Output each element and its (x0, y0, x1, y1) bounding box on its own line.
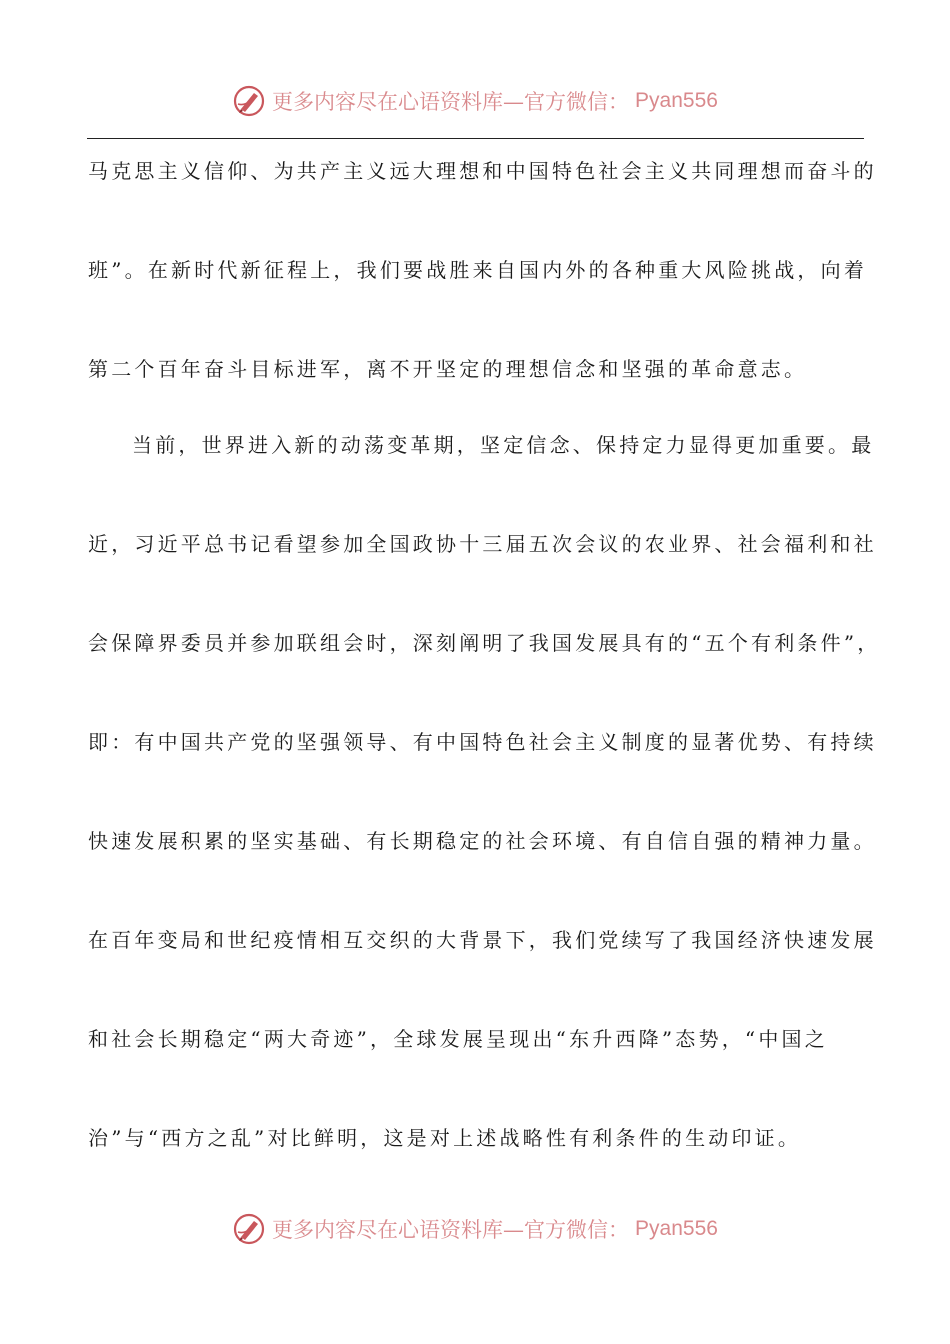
text-line: 治”与“西方之乱”对比鲜明，这是对上述战略性有利条件的生动印证。 (88, 1126, 802, 1150)
text-line: 会保障界委员并参加联组会时，深刻阐明了我国发展具有的“五个有利条件”， (88, 631, 881, 655)
banner-label: 更多内容尽在心语资料库—官方微信： (272, 1218, 630, 1242)
text-line: 即：有中国共产党的坚强领导、有中国特色社会主义制度的显著优势、有持续 (88, 730, 877, 754)
text-line: 第二个百年奋斗目标进军，离不开坚定的理想信念和坚强的革命意志。 (88, 357, 808, 381)
text-line: 在百年变局和世纪疫情相互交织的大背景下，我们党续写了我国经济快速发展 (88, 928, 877, 952)
footer-banner (0, 1212, 950, 1246)
banner-label: 更多内容尽在心语资料库—官方微信： (272, 90, 630, 114)
header-rule (87, 138, 864, 139)
pen-logo-icon (232, 84, 266, 118)
header-banner (0, 84, 950, 118)
text-line: 快速发展积累的坚实基础、有长期稳定的社会环境、有自信自强的精神力量。 (88, 829, 877, 853)
text-line: 班”。在新时代新征程上，我们要战胜来自国内外的各种重大风险挑战，向着 (88, 258, 868, 282)
body-text (88, 148, 881, 1214)
wechat-id: Pyan556 (635, 1217, 718, 1240)
text-line: 近，习近平总书记看望参加全国政协十三届五次会议的农业界、社会福利和社 (88, 532, 877, 556)
wechat-id: Pyan556 (635, 89, 718, 112)
text-line: 和社会长期稳定“两大奇迹”，全球发展呈现出“东升西降”态势，“中国之 (88, 1027, 828, 1051)
paragraph-start-line: 当前，世界进入新的动荡变革期，坚定信念、保持定力显得更加重要。最 (132, 433, 875, 457)
text-line: 马克思主义信仰、为共产主义远大理想和中国特色社会主义共同理想而奋斗的 (88, 159, 877, 183)
pen-logo-icon (232, 1212, 266, 1246)
